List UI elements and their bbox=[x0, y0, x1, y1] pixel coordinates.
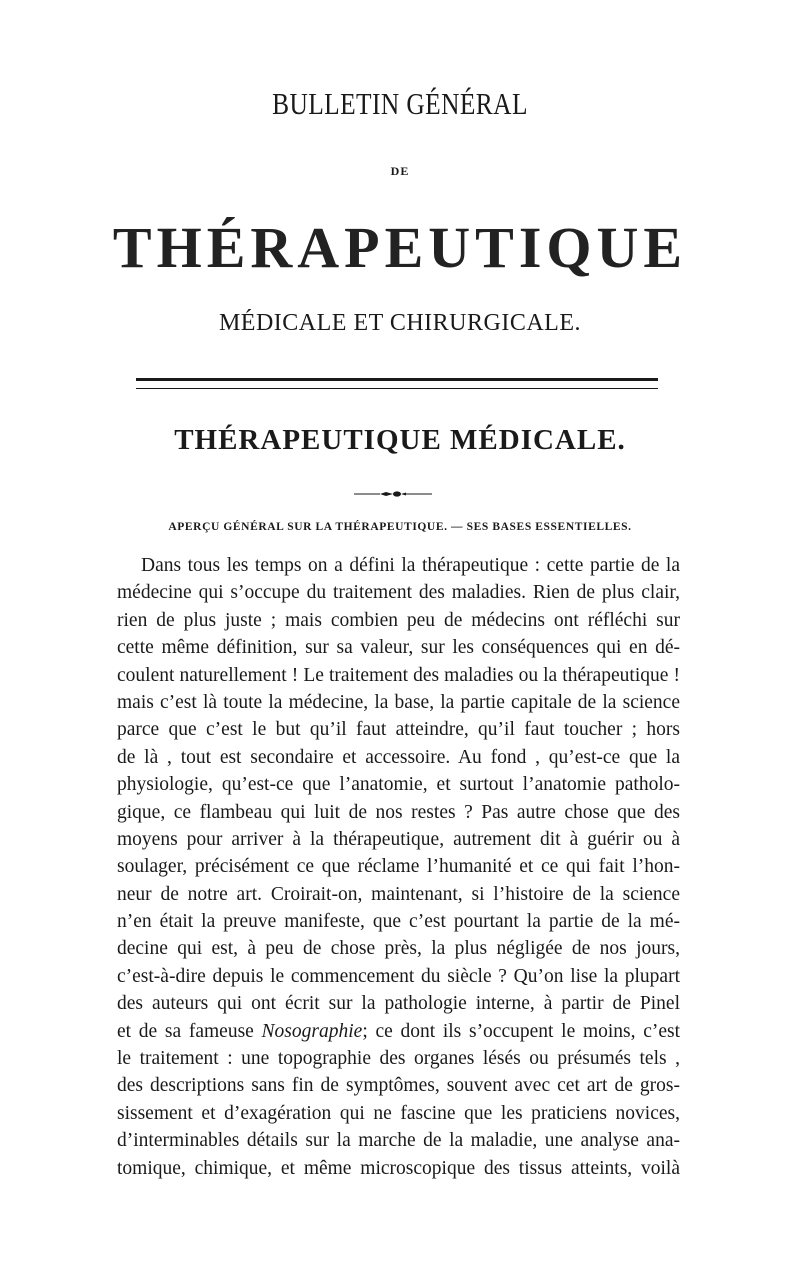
journal-title-subtitle: MÉDICALE ET CHIRURGICALE. bbox=[218, 310, 582, 336]
journal-title-de: DE bbox=[390, 164, 410, 178]
ornament-divider-icon bbox=[354, 489, 432, 499]
text-line: des descriptions sans fin de symptômes, souvent avec cet art de gros- bbox=[117, 1075, 680, 1097]
text-line: moyens pour arriver à la thérapeutique, autrement dit à guérir ou à bbox=[117, 828, 680, 850]
text-line: decine qui est, à peu de chose près, la plus négligée de nos jours, bbox=[117, 938, 680, 960]
section-title: THÉRAPEUTIQUE MÉDICALE. bbox=[174, 424, 626, 456]
article-heading: APERÇU GÉNÉRAL SUR LA THÉRAPEUTIQUE. — SES BASES ESSENTIELLES. bbox=[168, 521, 632, 533]
journal-title-line1: BULLETIN GÉNÉRAL bbox=[272, 86, 528, 121]
text-line: n’en était la preuve manifeste, que c’est pourtant la partie de la mé- bbox=[117, 911, 680, 933]
text-line: rien de plus juste ; mais combien peu de médecins ont réfléchi sur bbox=[117, 609, 680, 631]
article-body bbox=[117, 552, 680, 1182]
text-line: coulent naturellement ! Le traitement des maladies ou la thérapeutique ! bbox=[117, 664, 680, 686]
double-rule-divider bbox=[136, 378, 658, 389]
journal-title-main: THÉRAPEUTIQUE bbox=[112, 215, 688, 280]
text-line: le traitement : une topographie des organes lésés ou présumés tels , bbox=[117, 1048, 680, 1070]
text-line: soulager, précisément ce que réclame l’humanité et ce qui fait l’hon- bbox=[117, 856, 680, 878]
text-line: des auteurs qui ont écrit sur la pathologie interne, à partir de Pinel bbox=[117, 993, 680, 1015]
text-segment: ; ce dont ils s’occupent le moins, c’est bbox=[362, 1020, 681, 1042]
text-line: tomique, chimique, et même microscopique des tissus atteints, voilà bbox=[117, 1157, 680, 1179]
text-line: gique, ce flambeau qui luit de nos restes ? Pas autre chose que des bbox=[117, 801, 680, 823]
text-line-with-italic bbox=[117, 1018, 680, 1045]
text-line: c’est-à-dire depuis le commencement du siècle ? Qu’on lise la plupart bbox=[117, 965, 680, 987]
text-line: parce que c’est le but qu’il faut atteindre, qu’il faut toucher ; hors bbox=[117, 719, 680, 741]
italic-work-title: Nosographie bbox=[261, 1020, 363, 1042]
text-line: sissement et d’exagération qui ne fascine que les praticiens novices, bbox=[117, 1102, 680, 1124]
text-line: mais c’est là toute la médecine, la base, la partie capitale de la science bbox=[117, 691, 680, 713]
text-line: d’interminables détails sur la marche de la maladie, une analyse ana- bbox=[117, 1130, 680, 1152]
text-line: cette même définition, sur sa valeur, sur les conséquences qui en dé- bbox=[117, 637, 680, 659]
text-line: neur de notre art. Croirait-on, maintenant, si l’histoire de la science bbox=[117, 883, 680, 905]
text-segment: et de sa fameuse bbox=[117, 1020, 254, 1042]
text-line: Dans tous les temps on a défini la thérapeutique : cette partie de la bbox=[141, 555, 680, 576]
text-line: physiologie, qu’est-ce que l’anatomie, et surtout l’anatomie patholo- bbox=[117, 774, 680, 796]
text-line: de là , tout est secondaire et accessoire. Au fond , qu’est-ce que la bbox=[117, 746, 680, 768]
text-line: médecine qui s’occupe du traitement des maladies. Rien de plus clair, bbox=[117, 582, 680, 604]
